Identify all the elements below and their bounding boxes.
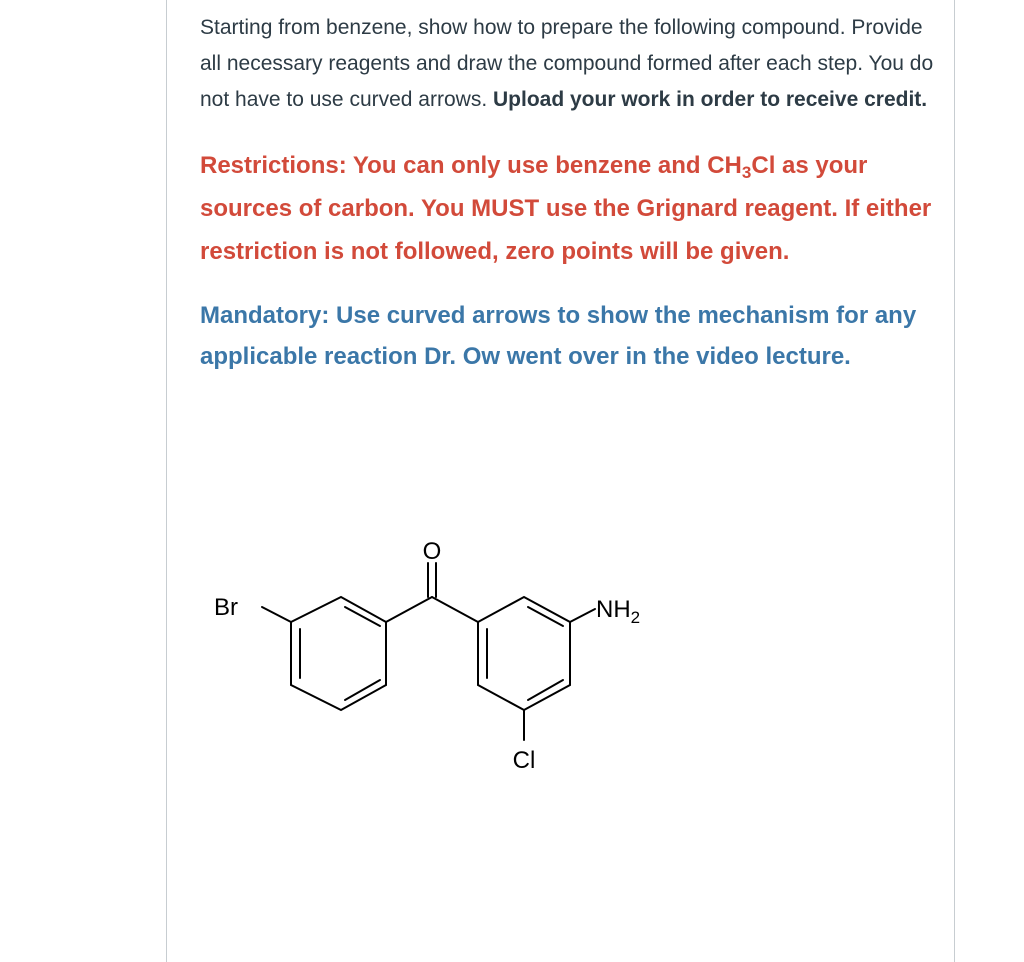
bromine-label: Br xyxy=(214,594,238,621)
oxygen-label: O xyxy=(422,538,442,565)
target-molecule-structure xyxy=(200,525,700,785)
chlorine-label: Cl xyxy=(512,747,536,774)
upload-instruction: Upload your work in order to receive credit. xyxy=(493,88,928,111)
carbonyl-right-bond xyxy=(432,597,478,622)
right-ring-double-bond-3 xyxy=(528,680,563,700)
amine-label-main: NH xyxy=(596,596,631,623)
question-intro xyxy=(200,10,940,118)
intro-text: Starting from benzene, show how to prepare the following compound. Provide all necessary reagents and draw the compound formed after each step. You do not have to use curved arrows. xyxy=(200,16,934,111)
restrictions-text xyxy=(200,144,940,273)
restrictions-part2: Cl as your sources of carbon. You MUST use the Grignard reagent. If either restriction is not followed, zero points will be given. xyxy=(200,152,932,265)
amine-bond xyxy=(570,609,595,622)
question-content xyxy=(200,10,940,377)
molecule-bonds xyxy=(262,563,595,740)
bromine-bond xyxy=(262,607,291,622)
restrictions-subscript: 3 xyxy=(741,163,752,182)
left-benzene-ring xyxy=(291,597,386,710)
mandatory-text: Mandatory: Use curved arrows to show the mechanism for any applicable reaction Dr. Ow went over in the video lecture. xyxy=(200,302,917,370)
amine-label xyxy=(596,596,640,627)
right-benzene-ring xyxy=(478,597,570,710)
carbonyl-left-bond xyxy=(386,597,432,622)
right-ring-double-bond-2 xyxy=(528,607,563,626)
restrictions-part1: Restrictions: You can only use benzene and CH xyxy=(200,152,742,179)
amine-label-subscript: 2 xyxy=(630,608,641,627)
